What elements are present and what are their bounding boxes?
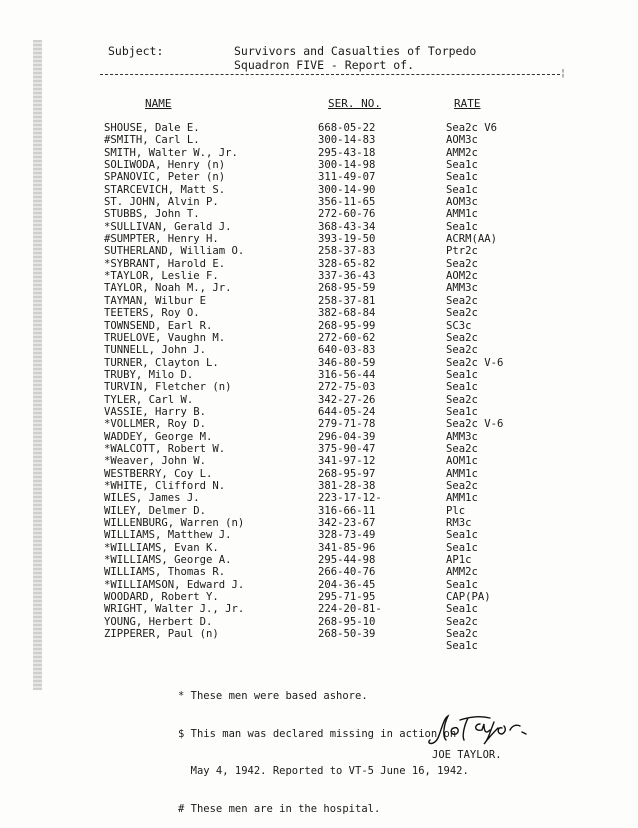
table-row <box>0 245 638 257</box>
row-name: TRUELOVE, Vaughn M. <box>104 331 226 344</box>
row-rate: Sea2c <box>446 331 478 344</box>
row-rate: AMM1c <box>446 208 478 221</box>
row-name: SMITH, Walter W., Jr. <box>104 146 238 159</box>
row-serial-number: 258-37-81 <box>318 294 376 307</box>
table-row <box>0 196 638 208</box>
row-rate: Sea2c <box>446 257 478 270</box>
row-rate: AMM1c <box>446 467 478 480</box>
row-name: TAYMAN, Wilbur E <box>104 294 207 307</box>
row-name: STUBBS, John T. <box>104 208 200 221</box>
row-serial-number: 272-60-62 <box>318 331 376 344</box>
row-name: ST. JOHN, Alvin P. <box>104 196 219 209</box>
header-name: NAME <box>145 97 172 110</box>
row-serial-number: 268-95-99 <box>318 319 376 332</box>
row-rate: RM3c <box>446 517 472 529</box>
row-rate: Sea1c <box>446 541 478 554</box>
row-name: WILES, James J. <box>104 492 200 505</box>
row-rate: AMM3c <box>446 430 478 443</box>
row-name: TURNER, Clayton L. <box>104 356 219 369</box>
table-row <box>0 221 638 233</box>
row-serial-number: 300-14-83 <box>318 134 376 147</box>
table-row <box>0 282 638 294</box>
row-name: *TAYLOR, Leslie F. <box>104 270 219 283</box>
row-rate: Sea1c <box>446 640 478 653</box>
subject-text <box>234 44 476 72</box>
row-rate: Sea2c <box>446 294 478 307</box>
table-row <box>0 628 638 640</box>
row-rate: Sea1c <box>446 368 478 381</box>
row-rate: Sea1c <box>446 405 478 418</box>
row-name: *SYBRANT, Harold E. <box>104 257 226 270</box>
row-name: TAYLOR, Noah M., Jr. <box>104 282 232 295</box>
row-serial-number: 316-66-11 <box>318 504 376 517</box>
row-serial-number: 341-85-96 <box>318 541 376 554</box>
footnote-ashore: * These men were based ashore. <box>178 690 368 702</box>
row-rate: Sea1c <box>446 381 478 394</box>
row-serial-number: 300-14-98 <box>318 159 376 172</box>
table-row <box>0 357 638 369</box>
table-row <box>0 517 638 529</box>
table-row <box>0 307 638 319</box>
row-serial-number: 268-50-39 <box>318 628 376 641</box>
signature-name: JOE TAYLOR. <box>432 749 502 761</box>
row-rate: Sea1c <box>446 159 478 172</box>
row-serial-number: 381-28-38 <box>318 479 376 492</box>
table-row <box>0 566 638 578</box>
table-row <box>0 171 638 183</box>
table-row <box>0 468 638 480</box>
row-rate: AP1c <box>446 554 472 567</box>
row-serial-number: 279-71-78 <box>318 418 376 431</box>
row-name: WILLENBURG, Warren (n) <box>104 517 245 529</box>
row-rate: Sea1c <box>446 529 478 542</box>
table-row <box>0 431 638 443</box>
row-name: WILLIAMS, Matthew J. <box>104 529 232 542</box>
row-name: SHOUSE, Dale E. <box>104 122 200 134</box>
row-serial-number: 342-27-26 <box>318 393 376 406</box>
row-rate: AOM3c <box>446 196 478 209</box>
row-serial-number: 668-05-22 <box>318 122 376 134</box>
table-row <box>0 184 638 196</box>
row-rate: AOM1c <box>446 455 478 468</box>
row-name: *WHITE, Clifford N. <box>104 479 226 492</box>
row-serial-number: 258-37-83 <box>318 245 376 258</box>
row-rate: Sea1c <box>446 220 478 233</box>
table-row <box>0 418 638 430</box>
row-rate: Sea1c <box>446 183 478 196</box>
row-serial-number: 640-03-83 <box>318 344 376 357</box>
row-serial-number: 295-43-18 <box>318 146 376 159</box>
table-row <box>0 579 638 591</box>
row-rate: Plc <box>446 504 466 517</box>
row-name: SUTHERLAND, William O. <box>104 245 245 258</box>
row-serial-number: 316-56-44 <box>318 368 376 381</box>
row-name: TYLER, Carl W. <box>104 393 194 406</box>
table-row <box>0 394 638 406</box>
row-rate: Sea1c <box>446 603 478 616</box>
row-serial-number: 268-95-59 <box>318 282 376 295</box>
row-serial-number: 328-73-49 <box>318 529 376 542</box>
row-serial-number: 337-36-43 <box>318 270 376 283</box>
row-rate: Sea2c <box>446 479 478 492</box>
row-rate: SC3c <box>446 319 472 332</box>
table-row <box>0 320 638 332</box>
table-row <box>0 134 638 146</box>
row-rate: Ptr2c <box>446 245 478 258</box>
row-rate: Sea2c <box>446 628 478 641</box>
table-row <box>0 159 638 171</box>
table-row <box>0 369 638 381</box>
table-row <box>0 492 638 504</box>
row-rate: AMM2c <box>446 566 478 579</box>
row-serial-number: 342-23-67 <box>318 517 376 529</box>
table-row <box>0 270 638 282</box>
row-serial-number: 295-71-95 <box>318 591 376 604</box>
corner-mark: ¦ <box>560 68 567 79</box>
table-row <box>0 542 638 554</box>
row-serial-number: 356-11-65 <box>318 196 376 209</box>
row-rate: Sea2c V6 <box>446 122 498 134</box>
row-name: TUNNELL, John J. <box>104 344 207 357</box>
row-serial-number: 296-04-39 <box>318 430 376 443</box>
row-name: TEETERS, Roy O. <box>104 307 200 320</box>
table-row <box>0 147 638 159</box>
footnote-missing-1: $ This man was declared missing in action on <box>178 727 457 740</box>
table-row <box>0 295 638 307</box>
row-name: *WILLIAMSON, Edward J. <box>104 578 245 591</box>
footnote-hospital: # These men are in the hospital. <box>178 802 381 815</box>
table-row <box>0 233 638 245</box>
row-rate: Sea2c <box>446 344 478 357</box>
row-rate: Sea1c <box>446 578 478 591</box>
row-rate: ACRM(AA) <box>446 233 498 246</box>
row-serial-number: 375-90-47 <box>318 442 376 455</box>
footnote-missing-2: May 4, 1942. Reported to VT-5 June 16, 1942. <box>178 765 469 777</box>
row-rate: Sea2c V-6 <box>446 418 504 431</box>
table-row <box>0 616 638 628</box>
row-rate: AOM3c <box>446 134 478 147</box>
row-name: SPANOVIC, Peter (n) <box>104 171 226 184</box>
table-row <box>0 591 638 603</box>
handwritten-signature <box>424 710 534 748</box>
row-serial-number: 224-20-81- <box>318 603 382 616</box>
subject-line-1: Survivors and Casualties of Torpedo <box>234 44 477 58</box>
row-name: TURVIN, Fletcher (n) <box>104 381 232 394</box>
row-serial-number: 272-75-03 <box>318 381 376 394</box>
row-name: WILLIAMS, Thomas R. <box>104 566 226 579</box>
row-rate: Sea2c <box>446 393 478 406</box>
row-name: WADDEY, George M. <box>104 430 213 443</box>
table-row <box>0 344 638 356</box>
row-name: WRIGHT, Walter J., Jr. <box>104 603 245 616</box>
row-serial-number: 311-49-07 <box>318 171 376 184</box>
row-serial-number: 341-97-12 <box>318 455 376 468</box>
row-serial-number: 272-60-76 <box>318 208 376 221</box>
row-serial-number: 644-05-24 <box>318 405 376 418</box>
row-serial-number: 223-17-12- <box>318 492 382 505</box>
table-row <box>0 406 638 418</box>
row-name: #SUMPTER, Henry H. <box>104 233 219 246</box>
row-serial-number: 300-14-90 <box>318 183 376 196</box>
row-name: WESTBERRY, Coy L. <box>104 467 213 480</box>
table-row <box>0 505 638 517</box>
row-name: *WALCOTT, Robert W. <box>104 442 226 455</box>
table-row <box>0 554 638 566</box>
row-serial-number: 266-40-76 <box>318 566 376 579</box>
row-rate: Sea2c <box>446 615 478 628</box>
table-row <box>0 332 638 344</box>
subject-line-2: Squadron FIVE - Report of. <box>234 58 415 72</box>
table-row <box>0 443 638 455</box>
header-ser-no: SER. NO. <box>328 97 381 110</box>
row-name: WILEY, Delmer D. <box>104 504 207 517</box>
row-rate: Sea2c V-6 <box>446 356 504 369</box>
row-name: #SMITH, Carl L. <box>104 134 200 147</box>
row-rate: AMM2c <box>446 146 478 159</box>
row-serial-number: 382-68-84 <box>318 307 376 320</box>
table-row <box>0 381 638 393</box>
table-row <box>0 529 638 541</box>
header-rate: RATE <box>454 97 481 110</box>
row-name: *Weaver, John W. <box>104 455 207 468</box>
row-name: *VOLLMER, Roy D. <box>104 418 207 431</box>
subject-label: Subject: <box>108 44 164 58</box>
table-row <box>0 455 638 467</box>
row-name: TRUBY, Milo D. <box>104 368 194 381</box>
row-serial-number: 368-43-34 <box>318 220 376 233</box>
row-name: YOUNG, Herbert D. <box>104 615 213 628</box>
table-row <box>0 208 638 220</box>
row-rate: Sea2c <box>446 307 478 320</box>
row-name: *WILLIAMS, George A. <box>104 554 232 567</box>
row-serial-number: 393-19-50 <box>318 233 376 246</box>
table-row <box>0 122 638 134</box>
row-rate: Sea1c <box>446 171 478 184</box>
row-name: TOWNSEND, Earl R. <box>104 319 213 332</box>
row-rate: Sea2c <box>446 442 478 455</box>
row-serial-number: 328-65-82 <box>318 257 376 270</box>
row-name: *SULLIVAN, Gerald J. <box>104 220 232 233</box>
row-name: ZIPPERER, Paul (n) <box>104 628 219 641</box>
row-serial-number: 268-95-10 <box>318 615 376 628</box>
table-row <box>0 603 638 615</box>
row-rate: AOM2c <box>446 270 478 283</box>
row-name: SOLIWODA, Henry (n) <box>104 159 226 172</box>
row-serial-number: 268-95-97 <box>318 467 376 480</box>
row-name: WOODARD, Robert Y. <box>104 591 219 604</box>
table-row <box>0 258 638 270</box>
table-row <box>0 480 638 492</box>
row-rate: CAP(PA) <box>446 591 491 604</box>
row-rate: AMM3c <box>446 282 478 295</box>
row-serial-number: 204-36-45 <box>318 578 376 591</box>
row-name: STARCEVICH, Matt S. <box>104 183 226 196</box>
roster-table <box>0 122 638 653</box>
row-name: VASSIE, Harry B. <box>104 405 207 418</box>
row-rate: AMM1c <box>446 492 478 505</box>
table-row <box>0 640 638 652</box>
row-serial-number: 295-44-98 <box>318 554 376 567</box>
dashed-divider <box>100 74 560 75</box>
row-name: *WILLIAMS, Evan K. <box>104 541 219 554</box>
row-serial-number: 346-80-59 <box>318 356 376 369</box>
